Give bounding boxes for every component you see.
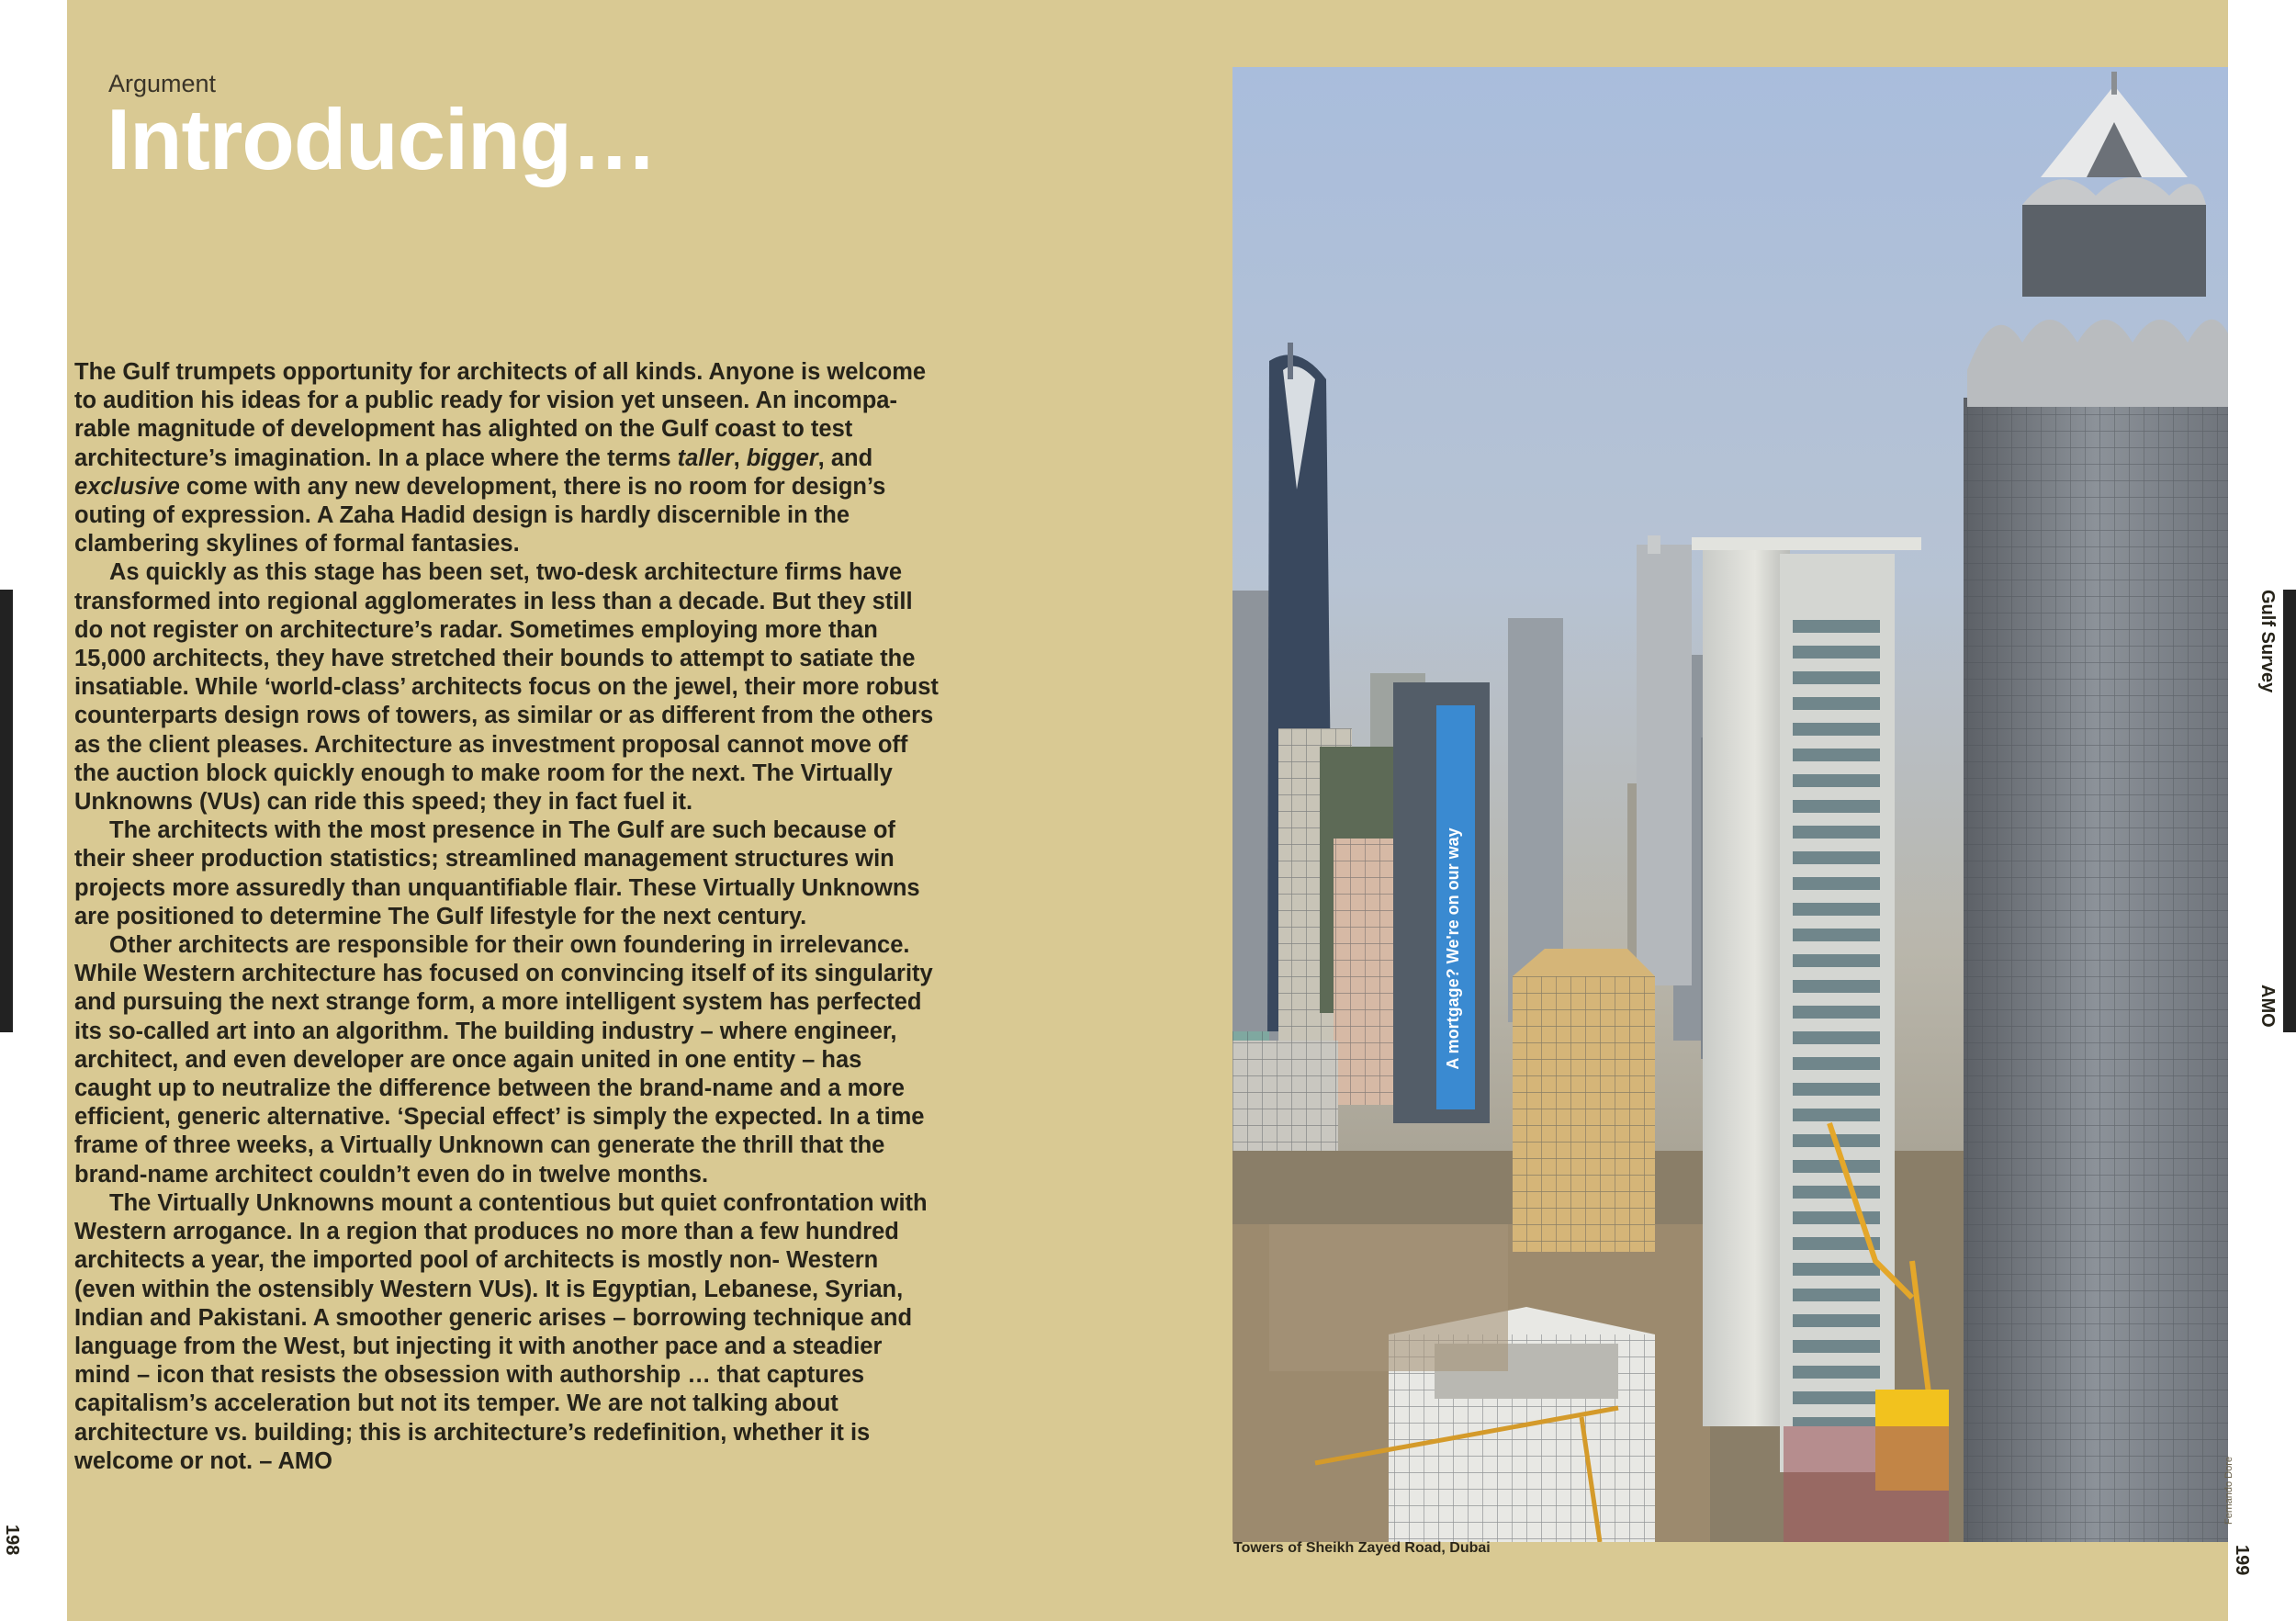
page-title: Introducing… [107, 91, 657, 187]
paragraph-3: The architects with the most presence in The Gulf are such because of their sheer production statistics; streamlined management structures win projects more assuredly than unquantifiable flair. These Virtually Unknowns are positioned to determine The Gulf lifestyle for the next century. [74, 817, 920, 929]
photo-caption: Towers of Sheikh Zayed Road, Dubai [1233, 1540, 1491, 1556]
section-label: Argument [108, 70, 217, 97]
paragraph-4: Other architects are responsible for their own foundering in irrelevance. While Western architecture has focused on convincing itself of its singularity and pursuing the next strange form, a more intelligent system has perfected its so-called art into an algorithm. The building industry – where engineer, architect, and even developer are once again united in one entity – has caught up to neutralize the difference between the brand-name and a more efficient, generic alternative. ‘Special effect’ is simply the expected. In a time frame of three weeks, a Virtually Unknown can generate the thrill that the brand-name architect couldn’t even do in twelve months. [74, 932, 933, 1188]
paragraph-1: The Gulf trumpets opportunity for architects of all kinds. Anyone is welcome to audition his ideas for a public ready for vision yet unseen. An incompa- rable magnitude of development has alighted on the Gulf coast to test architecture’s imagination. In a place where the terms taller, bigger, and exclusive come with any new development, there is no room for design’s outing of expression. A Zaha Hadid design is hardly discernible in the clambering skylines of formal fantasies. [74, 359, 927, 557]
billboard-text: A mortgage? We're on our way [1444, 827, 1462, 1070]
page-number-left: 198 [2, 1525, 22, 1556]
skyline-photo [1232, 67, 2228, 1542]
photo-credit: Fernando Dore [2223, 1457, 2234, 1525]
running-head-amo: AMO [2257, 985, 2278, 1028]
running-head-survey: Gulf Survey [2257, 590, 2278, 693]
right-thumb-tab [2283, 590, 2296, 1032]
paragraph-2: As quickly as this stage has been set, two-desk architecture firms have transformed into regional agglomerates in less than a decade. But they still do not register on architecture’s radar. Sometimes employing more than 15,000 architects, they have stretched their bounds to attempt to satiate the insatiable. While ‘world-class’ architects focus on the jewel, their more robust counterparts design rows of towers, as similar or as different from the others as the client pleases. Architecture as investment proposal cannot move off the auction block quickly enough to make room for the next. The Virtually Unknowns (VUs) can ride this speed; they in fact fuel it. [74, 559, 939, 816]
paragraph-5: The Virtually Unknowns mount a contentious but quiet confrontation with Western arrogance. In a region that produces no more than a few hundred architects a year, the imported pool of architects is mostly non- Western (even within the ostensibly Western VUs). It is Egyptian, Lebanese, Syrian, Indian and Pakistani. A smoother generic arises – borrowing technique and language from the West, but injecting it with another pace and a steadier mind – icon that resists the obsession with authorship … that captures capitalism’s acceleration but not its temper. We are not talking about architecture vs. building; this is architecture’s redefinition, whether it is welcome or not. – AMO [74, 1189, 928, 1474]
left-thumb-tab [0, 590, 13, 1032]
article-body [74, 358, 942, 1476]
page-number-right: 199 [2232, 1545, 2252, 1576]
